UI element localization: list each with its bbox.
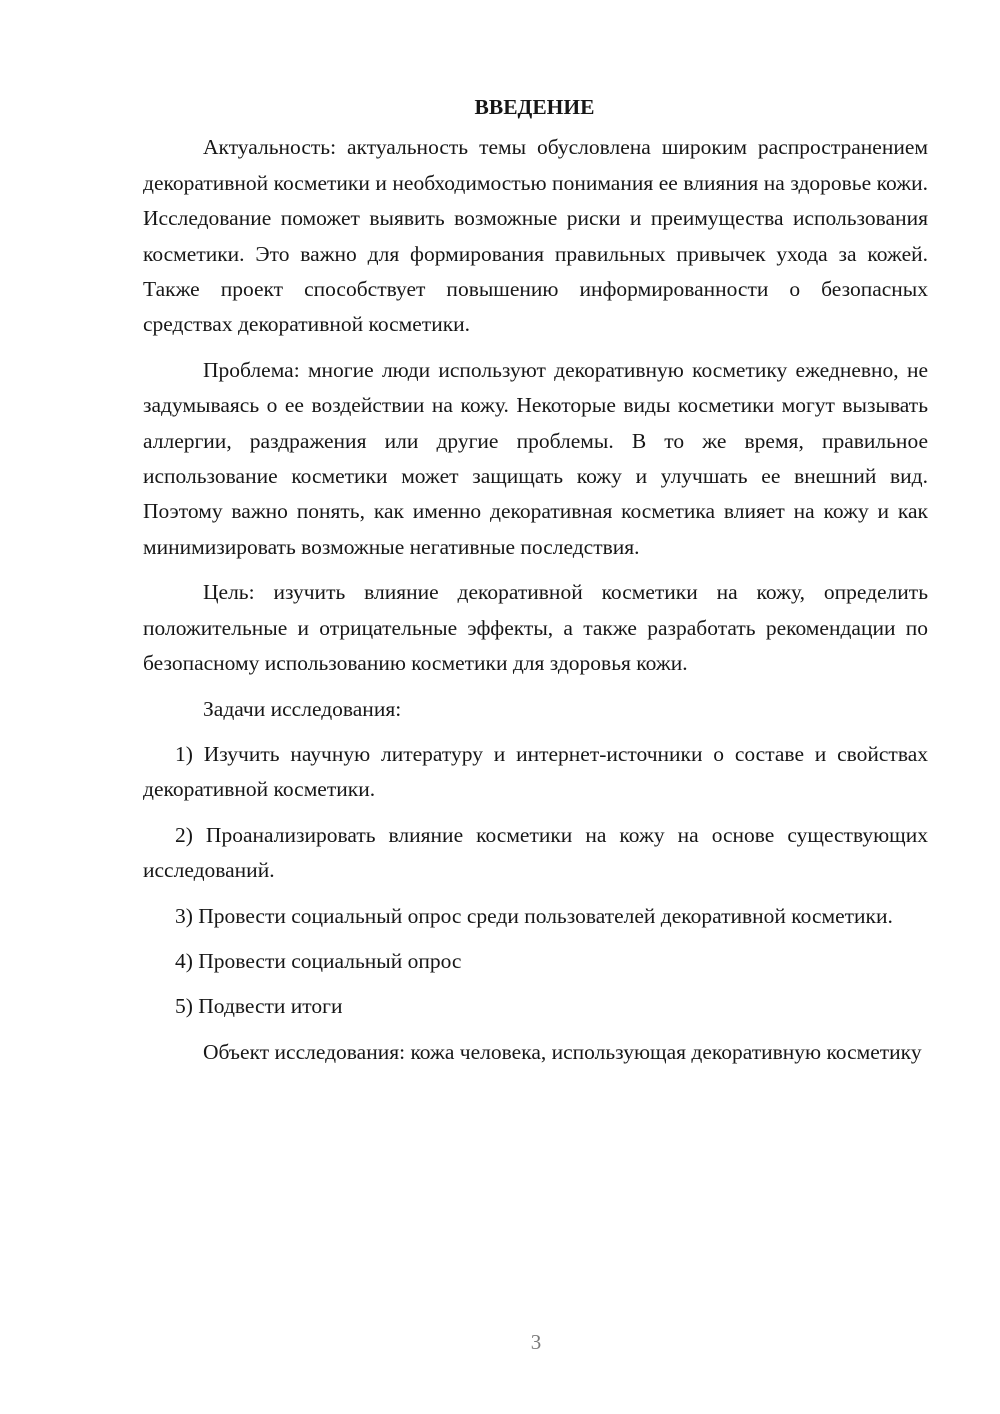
- object-paragraph: Объект исследования: кожа человека, использующая декоративную косметику: [203, 1039, 922, 1064]
- page-body: [143, 90, 928, 1080]
- problem-paragraph: Проблема: многие люди используют декоративную косметику ежедневно, не задумываясь о ее воздействии на кожу. Некоторые виды косметики могут вызывать аллергии, раздражения или другие проблемы. В то же время, правильное использование косметики может защищать кожу и улучшать ее внешний вид. Поэтому важно понять, как именно декоративная косметика влияет на кожу и как минимизировать возможные негативные последствия.: [143, 357, 928, 559]
- goal-paragraph: Цель: изучить влияние декоративной косметики на кожу, определить положительные и отрицательные эффекты, а также разработать рекомендации по безопасному использованию косметики для здоровья кожи.: [143, 580, 928, 676]
- task-item: 4) Провести социальный опрос: [175, 948, 462, 973]
- task-item: 2) Проанализировать влияние косметики на кожу на основе существующих исследований.: [143, 822, 928, 883]
- page-title: ВВЕДЕНИЕ: [474, 95, 595, 119]
- task-item: 1) Изучить научную литературу и интернет-источники о составе и свойствах декоративной косметики.: [143, 741, 928, 802]
- task-item: 5) Подвести итоги: [175, 994, 343, 1019]
- relevance-paragraph: Актуальность: актуальность темы обусловлена широким распространением декоративной косметики и необходимостью понимания ее влияния на здоровье кожи. Исследование поможет выявить возможные риски и преимущества использования косметики. Это важно для формирования правильных привычек ухода за кожей. Также проект способствует повышению информированности о безопасных средствах декоративной косметики.: [143, 135, 928, 337]
- tasks-heading: Задачи исследования:: [203, 696, 402, 721]
- page-number: 3: [530, 1330, 542, 1354]
- task-item: 3) Провести социальный опрос среди пользователей декоративной косметики.: [175, 903, 893, 928]
